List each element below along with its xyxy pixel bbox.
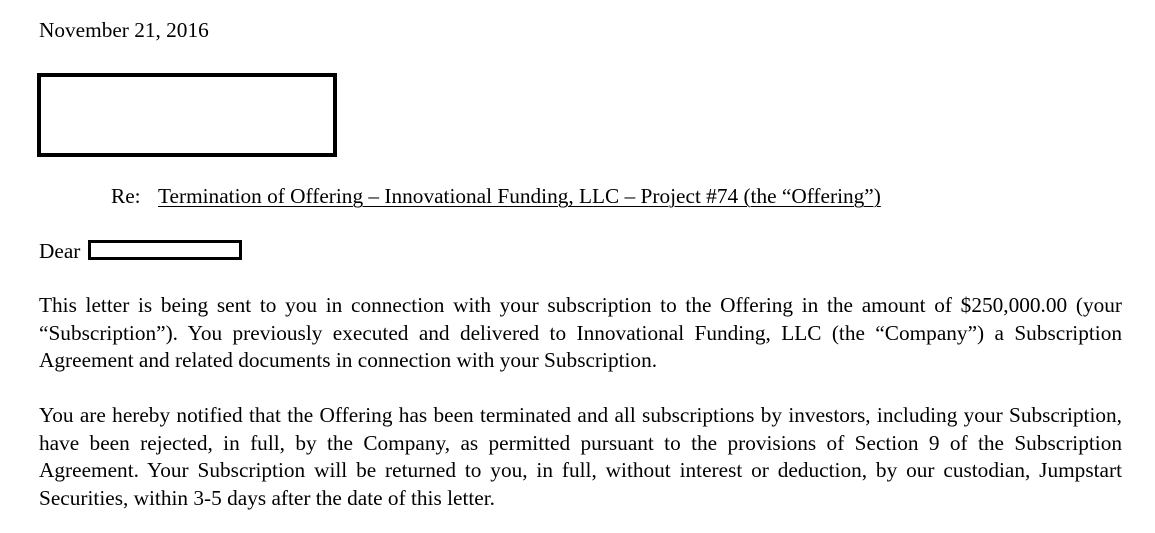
body-paragraph-subscription: This letter is being sent to you in connection with your subscription to the Offering in the amount of $250,000.00 (your “Subscription”). You previously executed and delivered to Innovational Funding, LLC (the “Company”) a Subscription Agreement and related documents in connection with your Subscription.	[39, 293, 1122, 372]
letter-date: November 21, 2016	[39, 18, 209, 42]
salutation: Dear	[39, 239, 81, 263]
redacted-address-block	[37, 73, 337, 157]
redacted-recipient-name	[88, 240, 242, 260]
re-subject: Termination of Offering – Innovational Funding, LLC – Project #74 (the “Offering”)	[158, 184, 881, 208]
body-paragraph-termination: You are hereby notified that the Offering has been terminated and all subscriptions by investors, including your Subscription, have been rejected, in full, by the Company, as permitted pursuant to the provisions of Section 9 of the Subscription Agreement. Your Subscription will be returned to you, in full, without interest or deduction, by our custodian, Jumpstart Securities, within 3-5 days after the date of this letter.	[39, 403, 1122, 510]
re-label: Re:	[111, 184, 141, 208]
re-line	[111, 182, 881, 210]
